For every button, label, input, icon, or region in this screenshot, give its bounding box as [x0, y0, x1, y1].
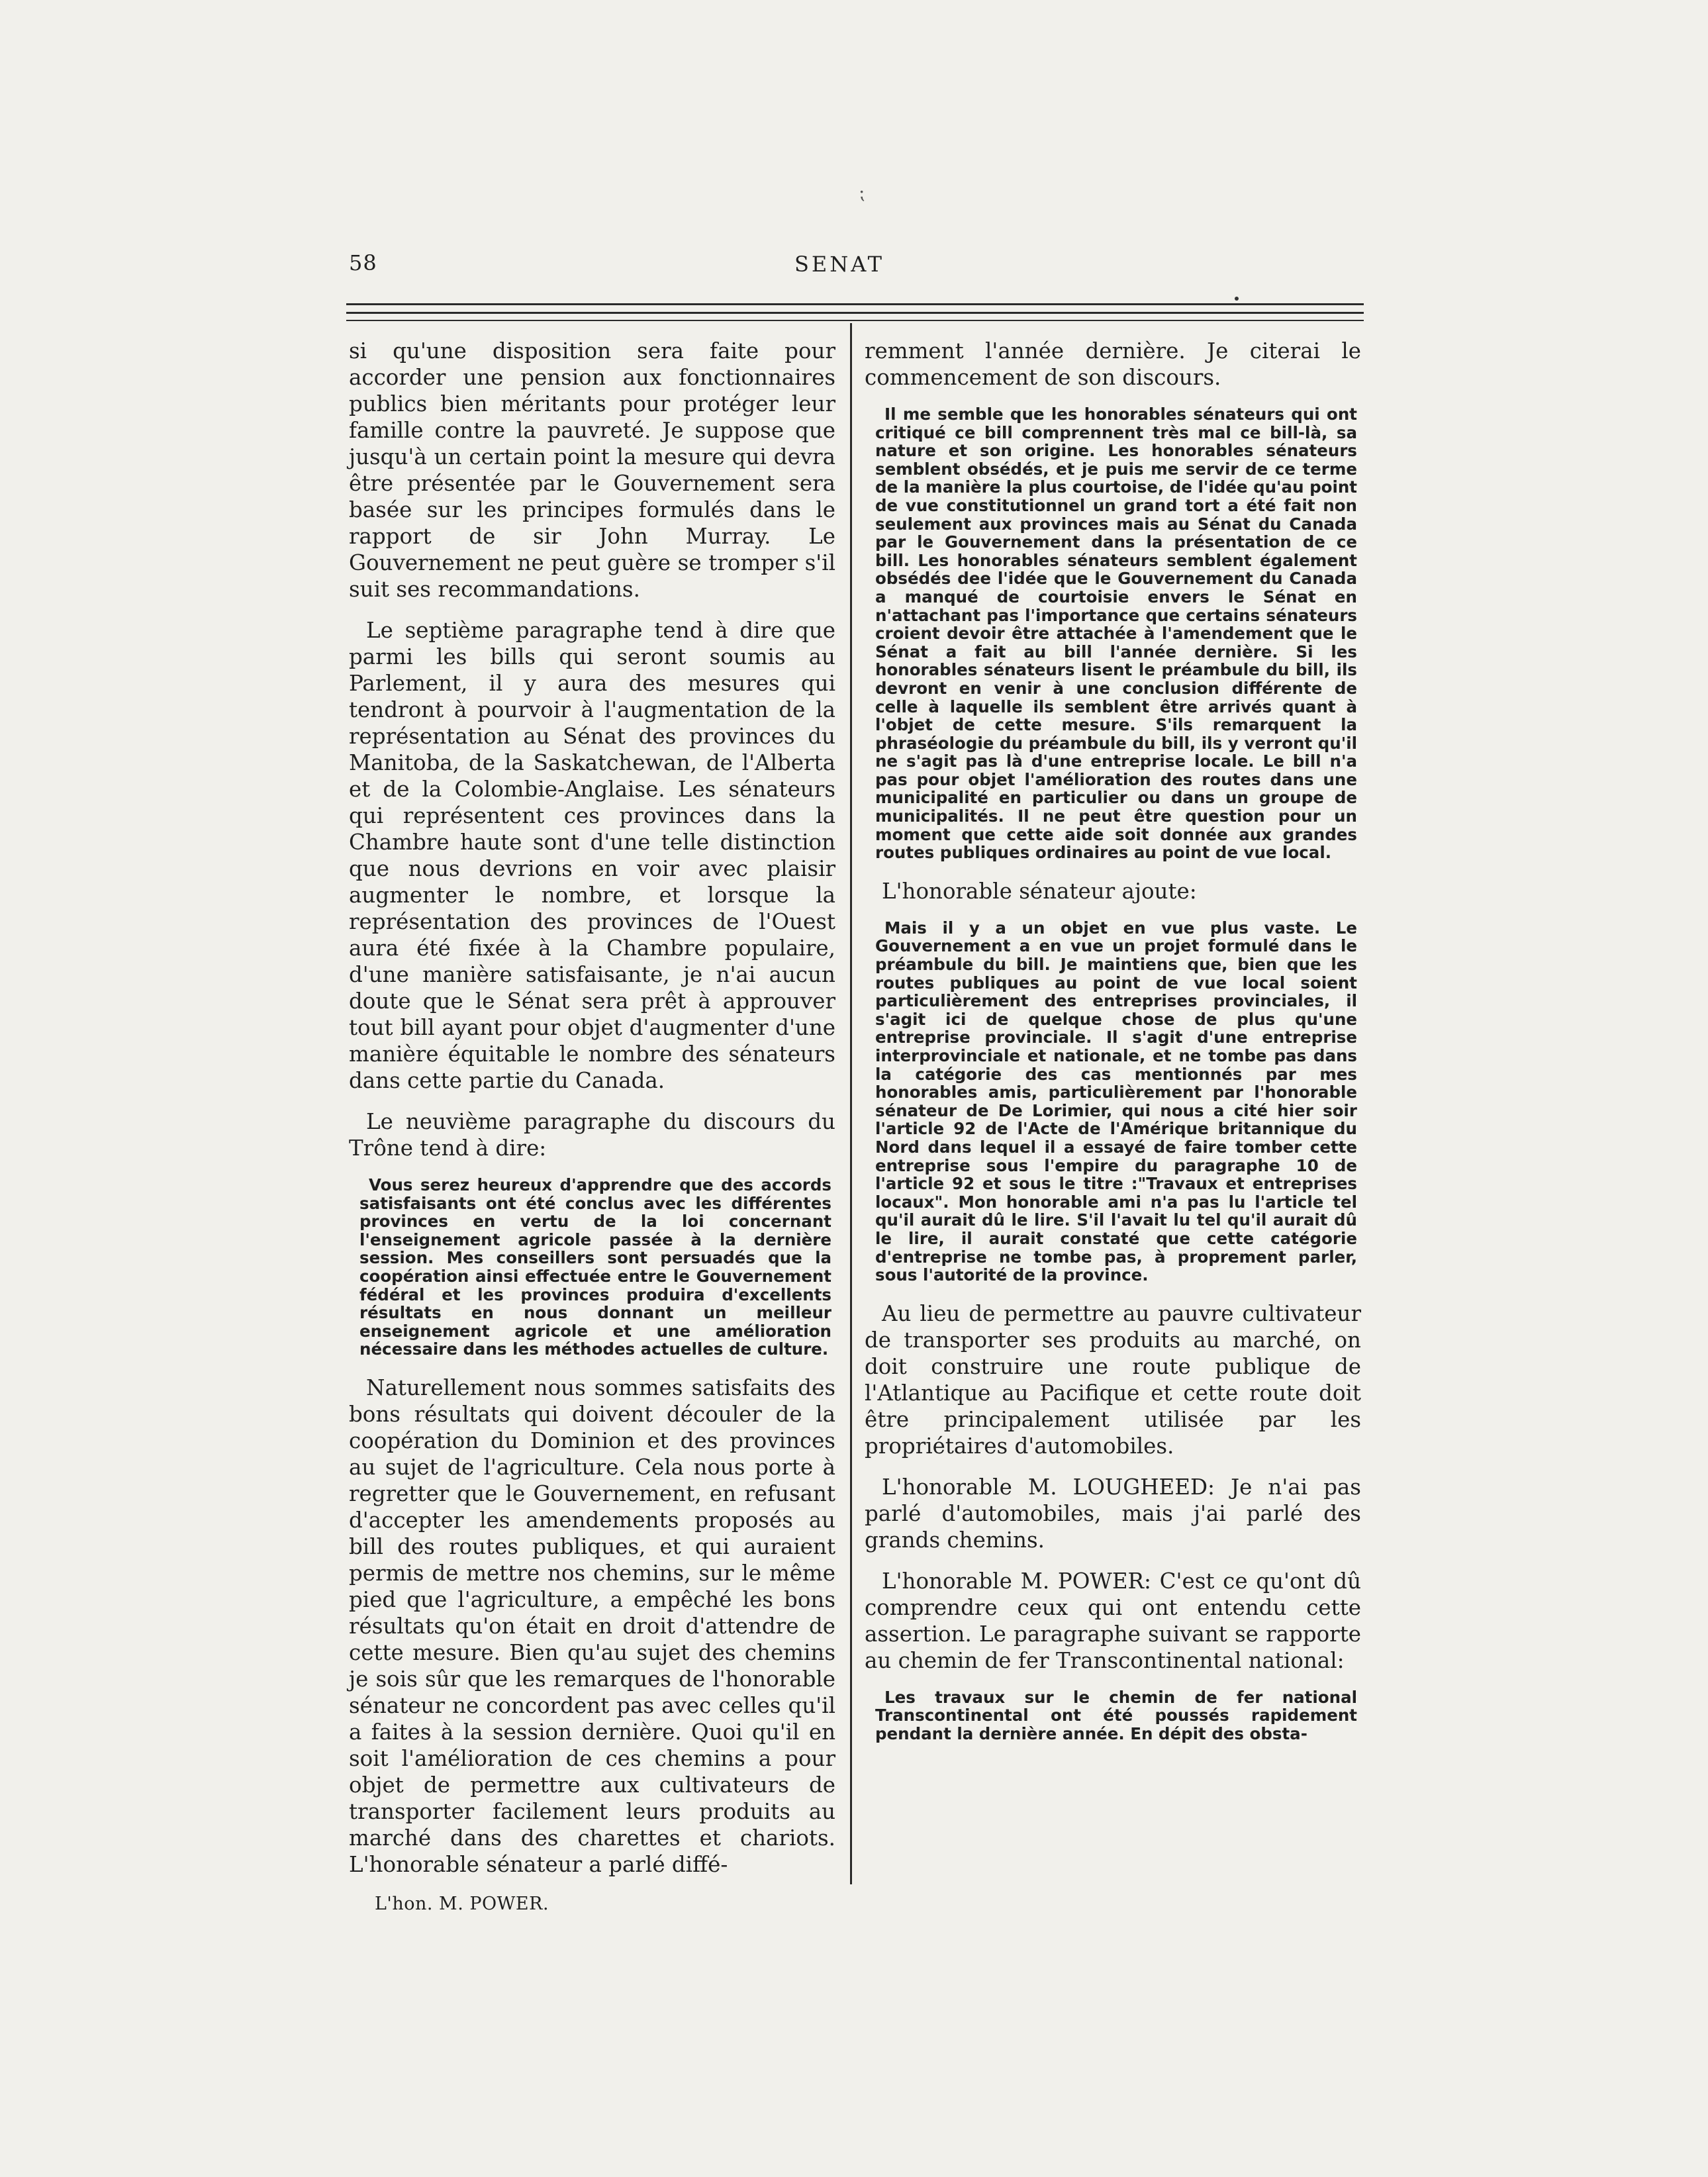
- header-rule: [346, 320, 1364, 321]
- page-title: SENAT: [794, 252, 884, 277]
- running-footer: L'hon. M. POWER.: [375, 1894, 549, 1914]
- page-number: 58: [349, 250, 377, 275]
- left-column: [349, 338, 835, 1892]
- right-column: [865, 338, 1361, 1759]
- paragraph: Le septième paragraphe tend à dire que parmi les bills qui seront soumis au Parlement, il y aura des mesures qui tendront à pourvoir à l'augmentation de la représentation au Sénat des provinces du Manitoba, de la Saskatchewan, de l'Alberta et de la Colombie-Anglaise. Les sénateurs qui représentent ces provinces dans la Chambre haute sont d'une telle distinction que nous devrions en voir avec plaisir augmenter le nombre, et lorsque la représentation des provinces de l'Ouest aura été fixée à la Chambre populaire, d'une manière satisfaisante, je n'ai aucun doute que le Sénat sera prêt à approuver tout bill ayant pour objet d'augmenter d'une manière équitable le nombre des sénateurs dans cette partie du Canada.: [349, 618, 835, 1093]
- paragraph: Le neuvième paragraphe du discours du Trône tend à dire:: [349, 1109, 835, 1161]
- print-dot: [1235, 297, 1239, 301]
- paragraph: Au lieu de permettre au pauvre cultivateur de transporter ses produits au marché, on doit construire une route publique de l'Atlantique au Pacifique et cette route doit être principalement utilisée par les propriétaires d'automobiles.: [865, 1300, 1361, 1459]
- header-rule: [346, 303, 1364, 305]
- paragraph: L'honorable M. LOUGHEED: Je n'ai pas parlé d'automobiles, mais j'ai parlé des grands chemins.: [865, 1474, 1361, 1553]
- header-rule: [346, 312, 1364, 314]
- print-speck: ⁏: [859, 181, 865, 203]
- quoted-passage: Il me semble que les honorables sénateurs qui ont critiqué ce bill comprennent très mal ce bill-là, sa nature et son origine. Les honorables sénateurs semblent obsédés, et je puis me servir de ce terme de la manière la plus courtoise, de l'idée qu'au point de vue constitutionnel un grand tort a été fait non seulement aux provinces mais au Sénat du Canada par le Gouvernement dans la présentation de ce bill. Les honorables sénateurs semblent également obsédés dee l'idée que le Gouvernement du Canada a manqué de courtoisie envers le Sénat en n'attachant pas l'importance que certains sénateurs croient devoir être attachée à l'amendement que le Sénat a fait au bill l'année dernière. Si les honorables sénateurs lisent le préambule du bill, ils devront en venir à une conclusion différente de celle à laquelle ils semblent être arrivés quant à l'objet de cette mesure. S'ils remarquent la phraséologie du préambule du bill, ils y verront qu'il ne s'agit pas là d'une entreprise locale. Le bill n'a pas pour objet l'amélioration des routes dans une municipalité en particulier ou dans un groupe de municipalités. Il ne peut être question pour un moment que cette aide soit donnée aux grandes routes publiques ordinaires au point de vue local.: [875, 405, 1357, 863]
- paragraph: si qu'une disposition sera faite pour accorder une pension aux fonctionnaires publics bien méritants pour protéger leur famille contre la pauvreté. Je suppose que jusqu'à un certain point la mesure qui devra être présentée par le Gouvernement sera basée sur les principes formulés dans le rapport de sir John Murray. Le Gouvernement ne peut guère se tromper s'il suit ses recommandations.: [349, 338, 835, 602]
- quoted-passage: Vous serez heureux d'apprendre que des accords satisfaisants ont été conclus avec les différentes provinces en vertu de la loi concernant l'enseignement agricole passée à la dernière session. Mes conseillers sont persuadés que la coopération ainsi effectuée entre le Gouvernement fédéral et les provinces produira d'excellents résultats en nous donnant un meilleur enseignement agricole et une amélioration nécessaire dans les méthodes actuelles de culture.: [359, 1175, 831, 1359]
- paragraph: remment l'année dernière. Je citerai le commencement de son discours.: [865, 338, 1361, 390]
- quoted-passage: Les travaux sur le chemin de fer national Transcontinental ont été poussés rapidement pendant la dernière année. En dépit des obsta-: [875, 1687, 1357, 1743]
- quoted-passage: Mais il y a un objet en vue plus vaste. Le Gouvernement a en vue un projet formulé dans le préambule du bill. Je maintiens que, bien que les routes publiques au point de vue local soient particulièrement des entreprises provinciales, il s'agit ici de quelque chose de plus qu'une entreprise provinciale. Il s'agit d'une entreprise interprovinciale et nationale, et ne tombe pas dans la catégorie des cas mentionnés par mes honorables amis, particulièrement par l'honorable sénateur de De Lorimier, qui nous a cité hier soir l'article 92 de l'Acte de l'Amérique britannique du Nord dans lequel il a essayé de faire tomber cette entreprise sous l'empire du paragraphe 10 de l'article 92 et sous le titre :"Travaux et entreprises locaux". Mon honorable ami n'a pas lu l'article tel qu'il aurait dû le lire. S'il l'avait lu tel qu'il aurait dû le lire, il aurait constaté que cette catégorie d'entreprise ne tombe pas, à proprement parler, sous l'autorité de la province.: [875, 918, 1357, 1285]
- paragraph: L'honorable sénateur ajoute:: [882, 878, 1197, 904]
- paragraph: L'honorable M. POWER: C'est ce qu'ont dû comprendre ceux qui ont entendu cette assertion. Le paragraphe suivant se rapporte au chemin de fer Transcontinental national:: [865, 1568, 1361, 1673]
- paragraph: Naturellement nous sommes satisfaits des bons résultats qui doivent découler de la coopération du Dominion et des provinces au sujet de l'agriculture. Cela nous porte à regretter que le Gouvernement, en refusant d'accepter les amendements proposés au bill des routes publiques, et qui auraient permis de mettre nos chemins, sur le même pied que l'agriculture, a empêché les bons résultats qu'on était en droit d'attendre de cette mesure. Bien qu'au sujet des chemins je sois sûr que les remarques de l'honorable sénateur ne concordent pas avec celles qu'il a faites à la session dernière. Quoi qu'il en soit l'amélioration de ces chemins a pour objet de permettre aux cultivateurs de transporter facilement leurs produits au marché dans des charettes et chariots. L'honorable sénateur a parlé diffé-: [349, 1375, 835, 1877]
- column-divider: [850, 323, 852, 1884]
